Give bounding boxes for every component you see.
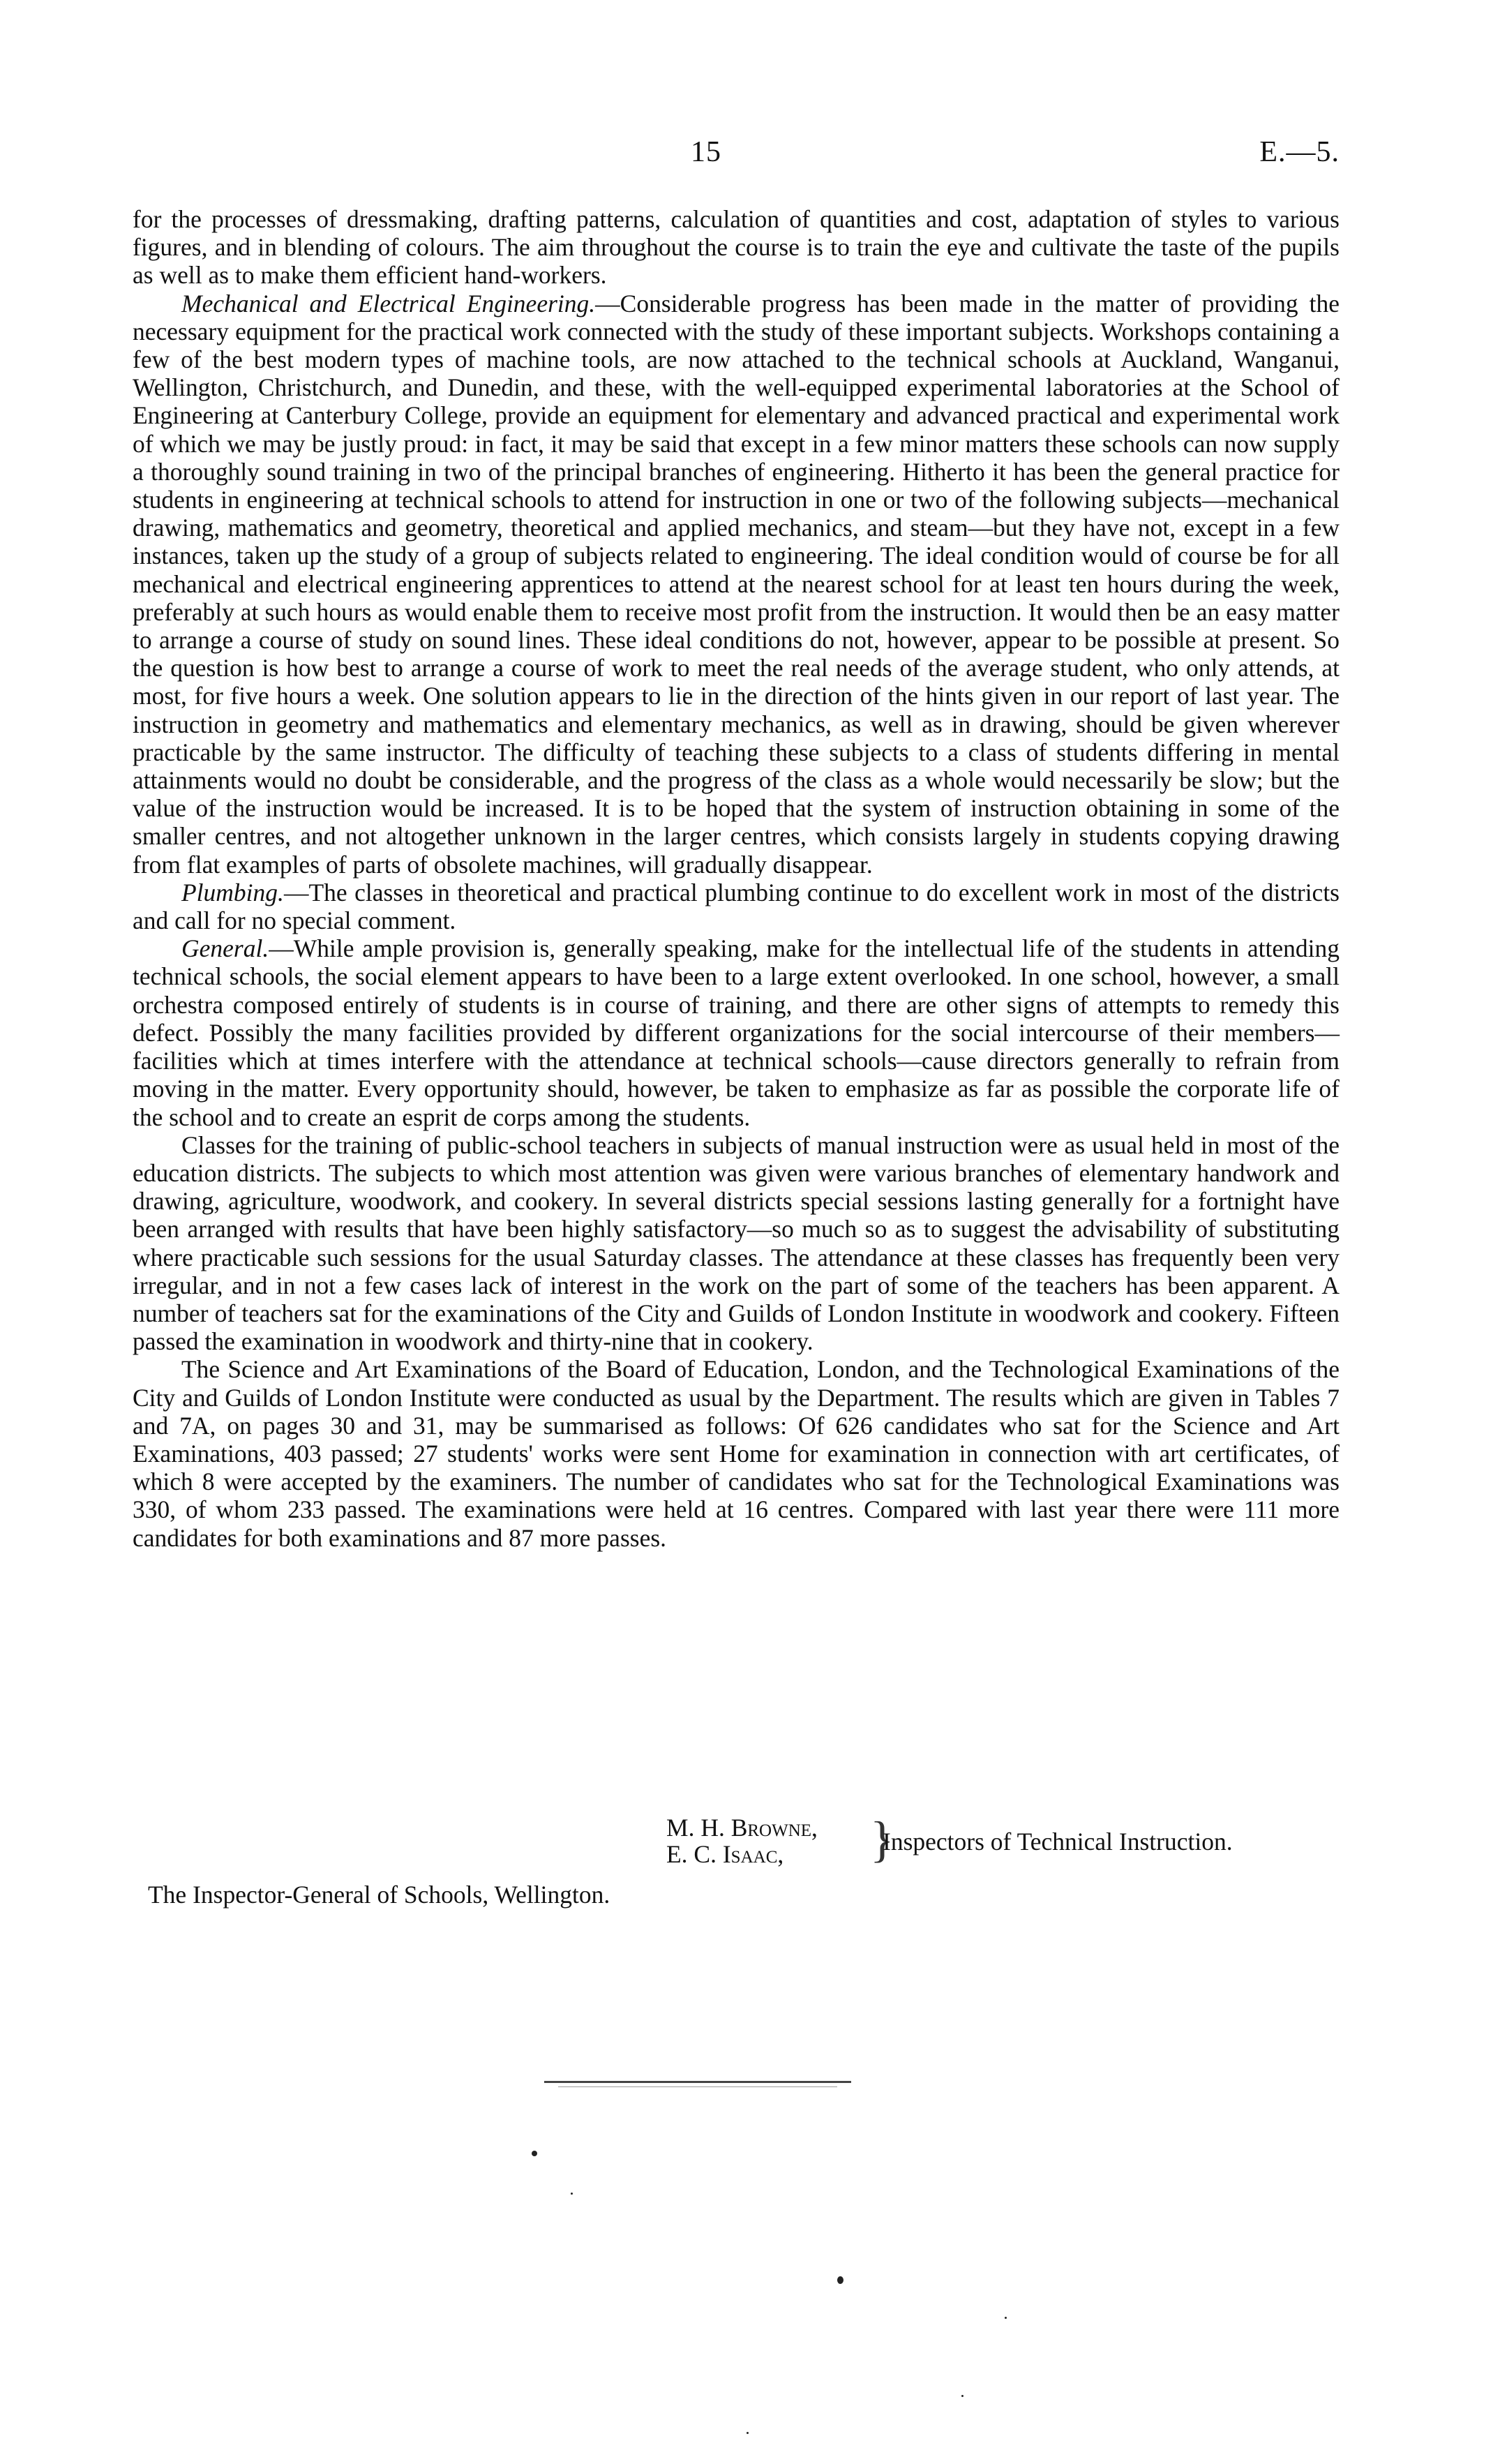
page-number: 15: [691, 136, 721, 168]
signature-brace: }: [870, 1812, 894, 1867]
paragraph-text: —While ample provision is, generally speaking, make for the intellectual life of the students in attending technical schools, the social element appears to have been to a large extent overlooked. In one school, however, a small orchestra composed entirely of students is in course of training, and there are other signs of attempts to remedy this defect. Possibly the many facilities provided by different organizations for the social intercourse of their members—facilities which at times interfere with the attendance at technical schools—cause directors generally to refrain from moving in the matter. Every opportunity should, however, be taken to emphasize as far as possible the corporate life of the school and to create an esprit de corps among the students.: [133, 934, 1340, 1131]
signatory-name: M. H. Browne,: [666, 1814, 818, 1842]
paragraph-engineering: [133, 290, 1340, 879]
paragraph-text: for the processes of dressmaking, drafting patterns, calculation of quantities and cost, adaptation of styles to various figures, and in blending of colours. The aim throughout the course is to train the eye and cultivate the taste of the pupils as well as to make them efficient hand-workers.: [133, 205, 1340, 290]
paragraph-dressmaking: [133, 205, 1340, 290]
section-heading-plumbing: Plumbing.: [181, 878, 284, 906]
section-heading-engineering: Mechanical and Electrical Engineering.: [181, 289, 596, 318]
ink-speck: [961, 2395, 963, 2397]
ink-speck: [1005, 2317, 1007, 2319]
paragraph-examinations: [133, 1355, 1340, 1551]
ink-speck: [837, 2276, 843, 2284]
end-rule-shadow: [558, 2086, 837, 2087]
addressee-line: The Inspector-General of Schools, Wellington.: [148, 1881, 610, 1909]
paragraph-teacher-training: [133, 1131, 1340, 1356]
report-body: [133, 205, 1340, 1552]
paragraph-text: Classes for the training of public-school teachers in subjects of manual instruction were as usual held in most of the education districts. The subjects to which most attention was given were various branches of elementary handwork and drawing, agriculture, woodwork, and cookery. In several districts special sessions lasting generally for a fortnight have been arranged with results that have been highly satisfactory—so much so as to suggest the advisability of substituting where practicable such sessions for the usual Saturday classes. The attendance at these classes has frequently been very irregular, and in not a few cases lack of interest in the work on the part of some of the teachers has been apparent. A number of teachers sat for the examinations of the City and Guilds of London Institute in woodwork and cookery. Fifteen passed the examination in woodwork and thirty-nine that in cookery.: [133, 1130, 1340, 1356]
end-rule: [544, 2081, 851, 2083]
signatory-name: E. C. Isaac,: [666, 1840, 784, 1868]
ink-speck: [571, 2193, 573, 2195]
section-heading-general: General.: [181, 934, 269, 963]
paragraph-text: The Science and Art Examinations of the Board of Education, London, and the Technological Examinations of the City and Guilds of London Institute were conducted as usual by the Department. The results which are given in Tables 7 and 7A, on pages 30 and 31, may be summarised as follows: Of 626 candidates who sat for the Science and Art Examinations, 403 passed; 27 students' works were sent Home for examination in connection with art certificates, of which 8 were accepted by the examiners. The number of candidates who sat for the Technological Examinations was 330, of whom 233 passed. The examinations were held at 16 centres. Compared with last year there were 111 more candidates for both examinations and 87 more passes.: [133, 1355, 1340, 1552]
paragraph-text: —The classes in theoretical and practical plumbing continue to do excellent work in most of the districts and call for no special comment.: [133, 878, 1340, 935]
ink-speck: [747, 2432, 749, 2434]
signatory-names: [666, 1814, 869, 1867]
page-header: [133, 135, 1340, 177]
paragraph-text: —Considerable progress has been made in the matter of providing the necessary equipment for the practical work connected with the study of these important subjects. Workshops containing a few of the best modern types of machine tools, are now attached to the technical schools at Auckland, Wanganui, Wellington, Christchurch, and Dunedin, and these, with the well-equipped experimental laboratories at the School of Engineering at Canterbury College, provide an equipment for elementary and advanced practical and experimental work of which we may be justly proud: in fact, it may be said that except in a few minor matters these schools can now supply a thoroughly sound training in two of the principal branches of engineering. Hitherto it has been the general practice for students in engineering at technical schools to attend for instruction in one or two of the following subjects—mechanical drawing, mathematics and geometry, theoretical and applied mechanics, and steam—but they have not, except in a few instances, taken up the study of a group of subjects related to engineering. The ideal condition would of course be for all mechanical and electrical engineering apprentices to attend at the nearest school for at least ten hours during the week, preferably at such hours as would enable them to receive most profit from the instruction. It would then be an easy matter to arrange a course of study on sound lines. These ideal conditions do not, however, appear to be possible at present. So the question is how best to arrange a course of work to meet the real needs of the average student, who only attends, at most, for five hours a week. One solution appears to lie in the direction of the hints given in our report of last year. The instruction in geometry and mathematics and elementary mechanics, as well as in drawing, should be given wherever practicable by the same instructor. The difficulty of teaching these subjects to a class of students differing in mental attainments would no doubt be considerable, and the progress of the class as a whole would necessarily be slow; but the value of the instruction would be increased. It is to be hoped that the system of instruction obtaining in some of the smaller centres, and not altogether unknown in the larger centres, which consists largely in students copying drawing from flat examples of parts of obsolete machines, will gradually disappear.: [133, 289, 1340, 879]
paragraph-plumbing: [133, 879, 1340, 934]
signature-block: [666, 1814, 1336, 1877]
paragraph-general: [133, 934, 1340, 1130]
ink-speck: [532, 2151, 537, 2156]
signatory-title: Inspectors of Technical Instruction.: [883, 1828, 1233, 1856]
document-reference: E.—5.: [1259, 136, 1340, 168]
